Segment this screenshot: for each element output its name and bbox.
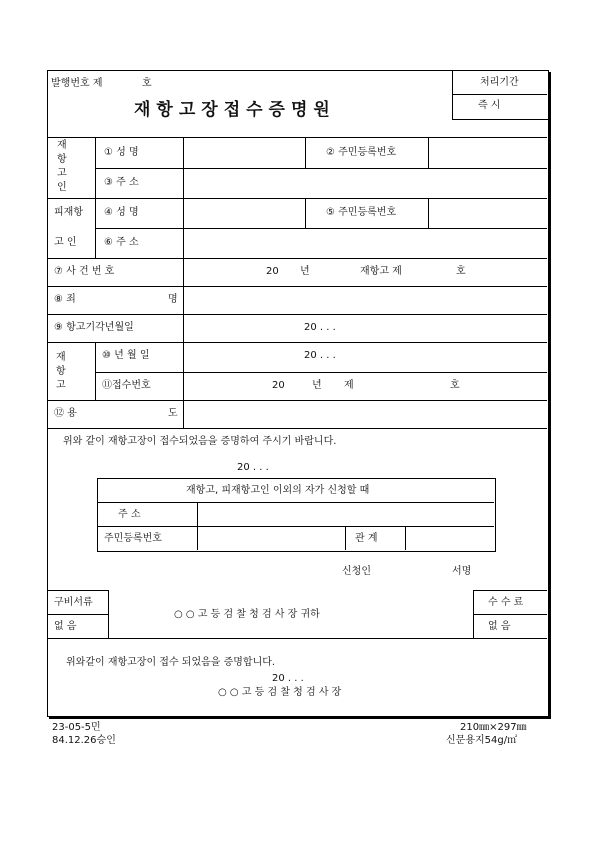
request-date: 20 . . .: [237, 462, 269, 473]
appeal-dismissal-date-label: ⑨ 항고기각년월일: [54, 322, 134, 333]
request-statement: 위와 같이 재항고장이 접수되었음을 증명하여 주시기 바랍니다.: [63, 436, 337, 447]
appellant-label-2: 항: [57, 154, 67, 165]
appellant-label-4: 인: [57, 182, 67, 193]
reappeal-label-2: 항: [56, 366, 66, 377]
appellant-address-label: ③ 주 소: [104, 177, 139, 188]
respondent-label-1: 피재항: [54, 207, 83, 218]
issue-number-suffix: 호: [142, 78, 152, 89]
reappeal-label-1: 재: [56, 352, 66, 363]
charge-label-right: 명: [168, 294, 178, 305]
appellant-rrn-label: ② 주민등록번호: [326, 147, 397, 158]
respondent-name-label: ④ 성 명: [104, 207, 139, 218]
respondent-label-2: 고 인: [54, 237, 77, 248]
receipt-year-suffix: 년: [312, 380, 322, 391]
fee-value: 없 음: [488, 621, 511, 632]
respondent-rrn-label: ⑤ 주민등록번호: [326, 207, 397, 218]
signature-label: 서명: [452, 566, 472, 577]
paper-type: 신문용지54g/㎡: [446, 735, 518, 746]
purpose-label-left: ⑫ 용: [54, 408, 77, 419]
certification-issuer: ○ ○ 고 등 검 찰 청 검 사 장: [218, 687, 342, 698]
third-party-title: 재항고, 피재항고인 이외의 자가 신청할 때: [186, 485, 370, 496]
appellant-name-label: ① 성 명: [104, 147, 139, 158]
third-party-relation-label: 관 계: [355, 533, 378, 544]
reappeal-date-value: 20 . . .: [304, 350, 336, 361]
processing-period-label: 처리기간: [480, 77, 519, 88]
case-number-suffix: 호: [456, 266, 466, 277]
receipt-year: 20: [272, 380, 285, 391]
appellant-label-1: 재: [57, 140, 67, 151]
issue-number-label: 발행번호 제: [51, 78, 103, 89]
form-title: 재항고장접수증명원: [134, 100, 336, 120]
certification-statement: 위와같이 재항고장이 접수 되었음을 증명합니다.: [66, 657, 276, 668]
appellant-label-3: 고: [57, 168, 67, 179]
charge-label-left: ⑧ 죄: [54, 294, 76, 305]
paper-size: 210㎜×297㎜: [460, 722, 527, 733]
receipt-number-label: ⑪접수번호: [102, 380, 151, 391]
third-party-rrn-label: 주민등록번호: [104, 533, 162, 544]
reappeal-date-label: ⑩ 년 월 일: [102, 350, 150, 361]
purpose-label-right: 도: [168, 408, 178, 419]
receipt-number-prefix: 제: [344, 380, 354, 391]
third-party-address-label: 주 소: [118, 509, 141, 520]
case-appeal-text: 재항고 제: [360, 266, 402, 277]
form-number: 23-05-5민: [52, 722, 101, 733]
attached-docs-value: 없 음: [54, 621, 77, 632]
respondent-address-label: ⑥ 주 소: [104, 237, 139, 248]
case-year-prefix: 20: [266, 266, 279, 277]
reappeal-label-3: 고: [56, 380, 66, 391]
attached-docs-label: 구비서류: [54, 597, 93, 608]
case-number-label: ⑦ 사 건 번 호: [54, 266, 115, 277]
certification-date: 20 . . .: [272, 673, 304, 684]
receipt-number-suffix: 호: [450, 380, 460, 391]
fee-label: 수 수 료: [488, 597, 524, 608]
applicant-label: 신청인: [342, 566, 371, 577]
processing-period-value: 즉 시: [478, 100, 501, 111]
recipient-line: ○ ○ 고 등 검 찰 청 검 사 장 귀하: [174, 609, 320, 620]
case-year-suffix: 년: [300, 266, 310, 277]
approval-date: 84.12.26승인: [52, 735, 116, 746]
appeal-dismissal-date-value: 20 . . .: [304, 322, 336, 333]
